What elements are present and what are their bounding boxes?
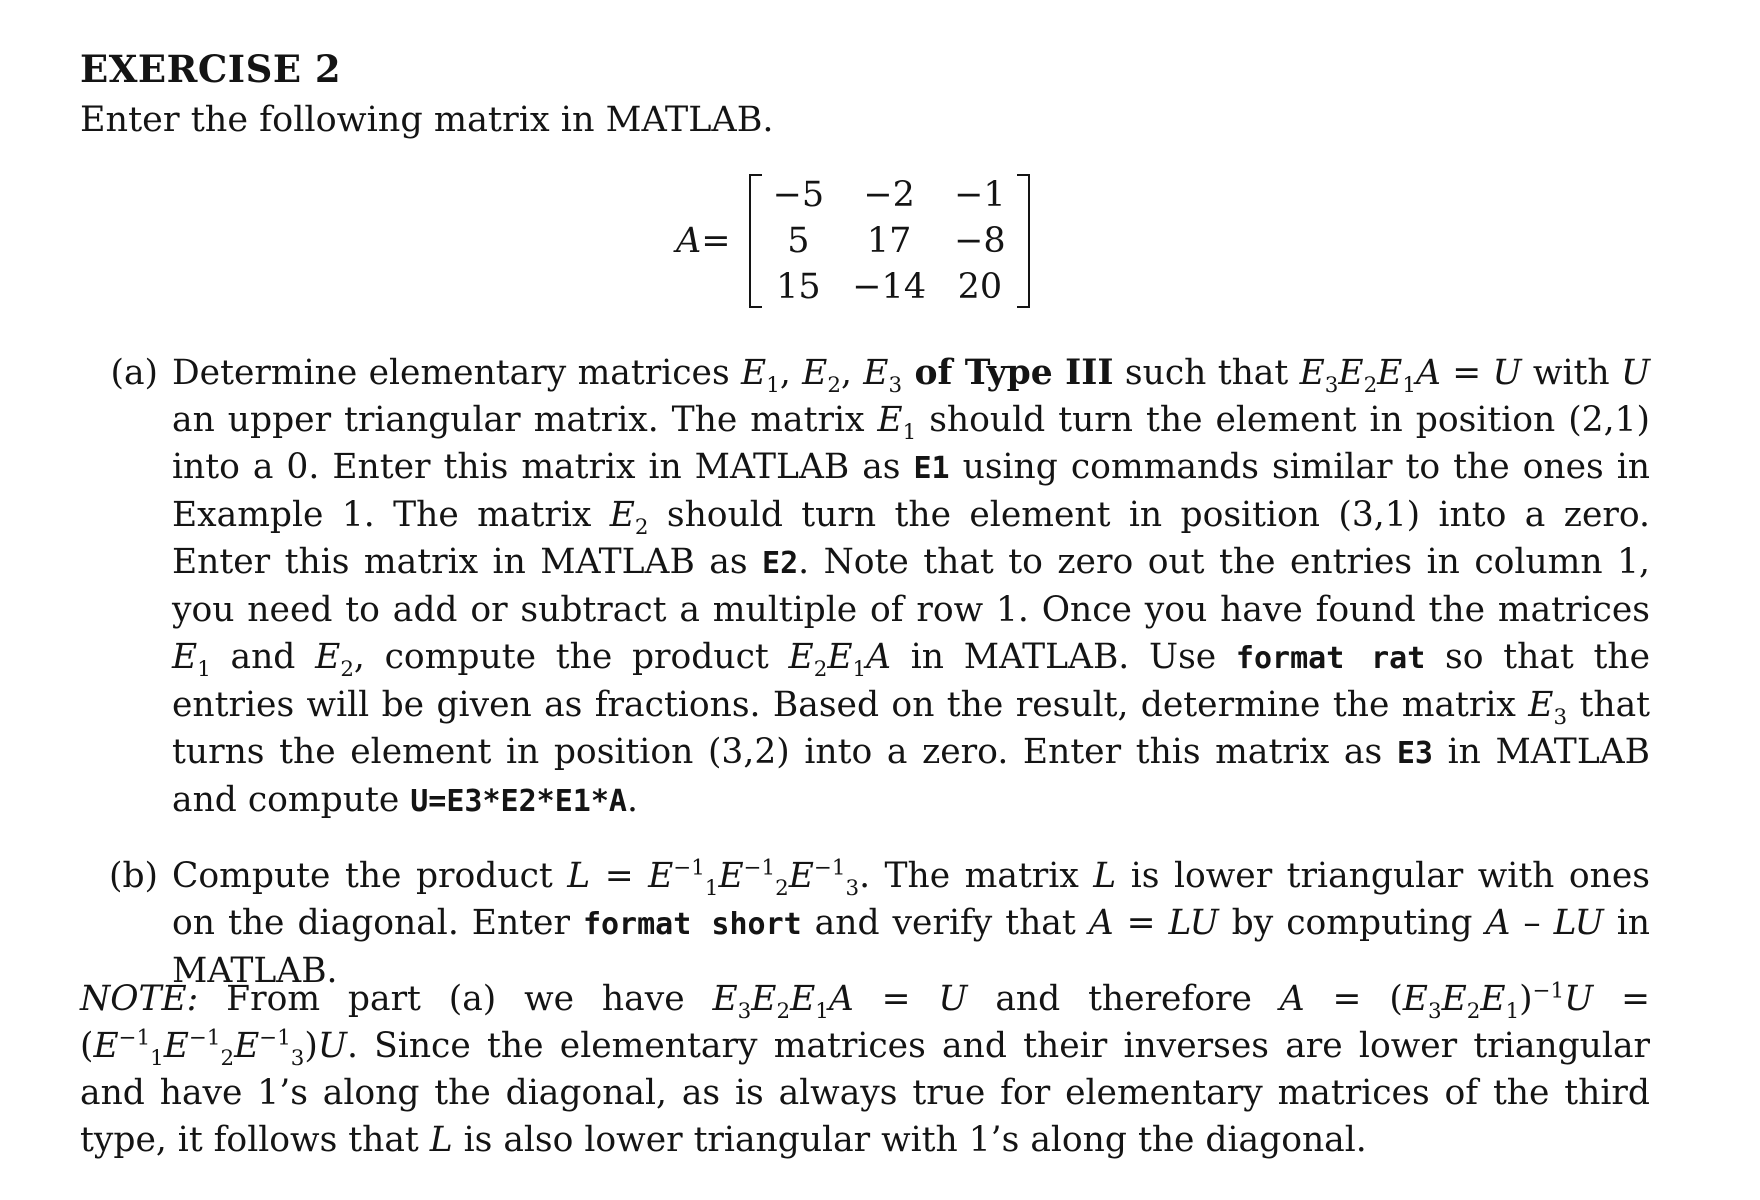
matrix-cell: 15 [776,267,821,307]
matrix-row [759,172,1020,218]
code-format-rat: format rat [1235,641,1426,676]
matrix-row [759,264,1020,310]
matrix-cell: −1 [954,175,1006,215]
part-b [80,853,1650,995]
exercise-title: EXERCISE 2 [80,47,342,91]
code-e1: E1 [913,451,950,486]
exercise-parts [80,350,1650,995]
code-format-short: format short [582,907,802,942]
matrix-lhs [676,221,731,261]
note-paragraph: NOTE: From part (a) we have $E_3E_2E_1A = U$ and therefore $A = (E_3E_2E_1)^{-1}U = (E^{-1}_1E^{-1}_2E^{-1}_3)U$. Since the elementary matrices and their inverses are lower triangular and have 1’s along the diagonal, as is always true for elementary matrices of the third type, it follows that L is also lower triangular with 1’s along the diagonal. [80,978,1650,1160]
matrix-cell: 5 [787,221,810,261]
matrix-a-equation [676,172,1030,310]
part-a-text: Determine elementary matrices $E_1$, $E_2$, $E_3$ of Type III such that $E_3E_2E_1A = U$ with U an upper triangular matrix. The matrix $E_1$ should turn the element in position (2,1) into a 0. Enter this matrix in MATLAB as E1 using commands similar to the ones in Example 1. The matrix $E_2$ should turn the element in position (3,1) into a zero. Enter this matrix in MATLAB as E2. Note that to zero out the entries in column 1, you need to add or subtract a multiple of row 1. Once you have found the matrices $E_1$ and $E_2$, compute the product $E_2E_1A$ in MATLAB. Use format rat so that the entries will be given as fractions. Based on the result, determine the matrix $E_3$ that turns the element in position (3,2) into a zero. Enter this matrix as E3 in MATLAB and compute U=E3*E2*E1*A. [172,353,1651,820]
matrix-row [759,218,1020,264]
matrix-brackets [749,172,1030,310]
part-a [80,350,1650,825]
exercise-intro: Enter the following matrix in MATLAB. [80,100,774,140]
matrix-cell: −2 [863,175,915,215]
part-b-label: (b) [108,856,158,896]
matrix-name: A [676,221,702,261]
matrix-cell: −14 [852,267,927,307]
matrix-equals: = [701,221,731,261]
matrix-cell: 20 [957,267,1003,307]
type-iii-emphasis: of Type III [902,353,1114,393]
matrix-cell: 17 [866,221,912,261]
matrix-cell: −8 [954,221,1006,261]
matrix-a [759,172,1020,310]
code-e2: E2 [762,546,799,581]
code-e3: E3 [1396,736,1433,771]
part-b-text: Compute the product $L = E^{-1}_1E^{-1}_2E^{-1}_3$. The matrix L is lower triangular with ones on the diagonal. Enter format short and verify that A = LU by computing A – LU in MATLAB. [172,855,1651,991]
part-a-label: (a) [110,353,158,393]
matrix-cell: −5 [772,175,825,215]
code-u-product: U=E3*E2*E1*A [410,784,627,819]
note-label: NOTE: [80,979,199,1019]
